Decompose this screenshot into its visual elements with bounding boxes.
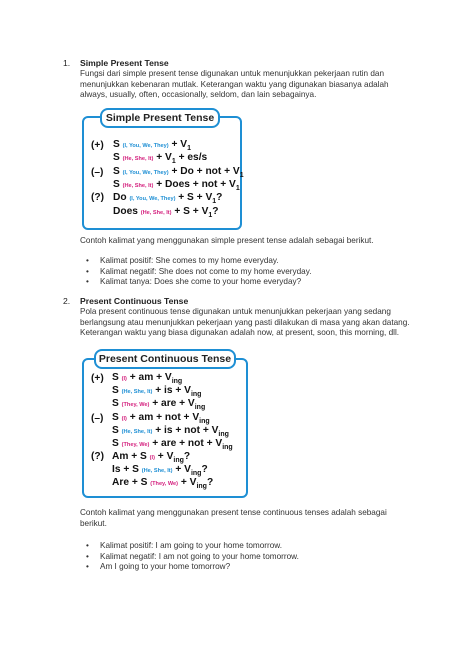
present-continuous-box-title: Present Continuous Tense [94,349,236,369]
pronoun-label: (They, We) [150,481,179,487]
pronoun-label: (I, You, We, They) [129,196,176,202]
pronoun-label: (He, She, It) [141,468,173,474]
paragraph-line: Fungsi dari simple present tense digunakan untuk menunjukkan pekerjaan rutin dan [80,69,385,78]
pronoun-label: (He, She, It) [121,389,153,395]
formula-row: S (I, You, We, They) + $V_1$ [113,139,191,152]
formula-row: S (They, We) + are + not + $V_{ing}$ [112,438,233,451]
positive-tag: (+) [91,373,104,384]
section-2-number: 2. [63,296,71,306]
formula-row: S (He, She, $It) + V_1 + es/s$ [113,152,208,165]
section-2-bullets [86,541,299,573]
list-item: • Kalimat positif: I am going to your home tomorrow. [86,541,283,550]
pronoun-label: (I, You, We, They) [122,143,169,149]
formula-row: Do (I, You, We, They) + $S + V_1$? [113,192,223,205]
pronoun-label: (He, She, It) [140,210,172,216]
pronoun-label: (They, We) [121,442,150,448]
pronoun-label: (I) [121,416,127,422]
section-1-heading: Simple Present Tense [80,58,169,68]
list-item: • Kalimat positif: She comes to my home everyday. [86,256,279,265]
negative-tag: (–) [91,167,104,178]
paragraph-line: berikut. [80,518,107,528]
paragraph-line: Pola present continuous tense digunakan untuk menunjukkan pekerjaan yang sedang [80,307,391,316]
paragraph-line: always, usually, often, occasionally, seldom, dan lain sebagainya. [80,90,317,100]
list-item: • Am I going to your home tomorrow? [86,562,231,572]
formula-row: Does (He, She, $It) + S + V_1$? [113,206,219,219]
formula-row: Am + S $(I) + V_{ing}$? [112,451,191,464]
question-tag: (?) [91,451,105,462]
negative-tag: (–) [91,413,104,424]
section-2-paragraph [80,307,410,339]
paragraph-line: menunjukkan kebenaran mutlak. Keterangan waktu yang digunakan biasanya adalah [80,79,389,89]
formula-row: S (He, She, It) + is + $V_{ing}$ [112,385,202,398]
formula-row: S (They, We) + are + $V_{ing}$ [112,398,206,411]
positive-tag: (+) [91,140,104,151]
list-item: • Kalimat negatif: I am not going to your home tomorrow. [86,551,299,561]
formula-row: S (I) + am + $V_{ing}$ [112,372,183,385]
section-2-heading: Present Continuous Tense [80,296,189,306]
paragraph-line: Contoh kalimat yang menggunakan present tense continuous tenses adalah sebagai [80,508,387,517]
formula-row: S (He, She, It) + is + not + $V_{ing}$ [112,425,229,438]
list-item: • Kalimat negatif: She does not come to my home everyday. [86,266,312,276]
pronoun-label: (I, You, We, They) [122,170,169,176]
formula-row: Is + S (He, She, $It) + V_{ing}$? [112,464,208,477]
section-1-number: 1. [63,58,71,68]
formula-row: S (I) + am + not + $V_{ing}$ [112,412,210,425]
pronoun-label: (I) [149,455,155,461]
pronoun-label: (He, She, It) [122,183,154,189]
section-1-bullets [86,256,311,288]
paragraph-line: Keterangan waktu yang biasa digunakan adalah now, at present, soon, this morning, dll. [80,328,400,338]
pronoun-label: (He, She, It) [122,156,154,162]
formula-row: S (He, She, It) + Does + not + $V_1$ [113,179,240,192]
section-2-example-intro [80,508,387,529]
pronoun-label: (They, We) [121,402,150,408]
formula-row: Are + S (They, $We) + V_{ing}$? [112,477,214,490]
list-item: • Kalimat tanya: Does she come to your home everyday? [86,277,302,287]
paragraph-line: berlangsung atau menunjukkan pekerjaan yang pasti dilakukan di masa yang akan datang. [80,317,410,327]
formula-row: S (I, You, We, They) + Do + not + $V_1$ [113,166,244,179]
section-1-example-intro: Contoh kalimat yang menggunakan simple present tense adalah sebagai berikut. [80,236,374,245]
simple-present-box-title: Simple Present Tense [100,108,220,128]
section-1-paragraph [80,69,389,101]
question-tag: (?) [91,192,105,203]
pronoun-label: (He, She, It) [121,429,153,435]
pronoun-label: (I) [121,376,127,382]
